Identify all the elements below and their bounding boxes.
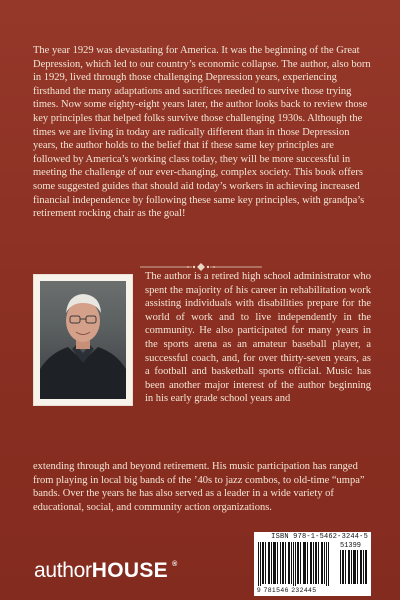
publisher-logo-prefix: author xyxy=(34,559,92,582)
author-bio-continued: extending through and beyond retirement. His music participation has ranged from playing in local big bands of the ’40s to jazz combos, to old-time “umpa” bands. Over the years he has also served as a leader in a wide variety of educational, social, and community action organizations. xyxy=(33,461,365,513)
author-portrait-icon xyxy=(40,281,126,399)
author-photo xyxy=(34,275,132,405)
price-code: 51399 xyxy=(340,542,362,550)
publisher-logo-suffix: HOUSE xyxy=(91,559,168,582)
isbn-number: ISBN 978-1-5462-3244-5 xyxy=(271,533,368,541)
ean-number: 9 781546 232445 xyxy=(257,587,317,594)
author-bio: The author is a retired high school administrator who spent the majority of his career in rehabilitation work assisting individuals with disabilities prepare for the world of work and to live independently in the community. He also participated for many years in the sports arena as an amateur baseball player, a successful coach, and, for over thirty-seven years, as a football and basketball sports official. Music has been another major interest of the author beginning in his early grade school years and xyxy=(145,271,371,405)
publisher-logo xyxy=(34,559,177,583)
back-cover-blurb: The year 1929 was devastating for America. It was the beginning of the Great Depression, which led to our country’s economic collapse. The author, also born in 1929, lived through those challenging Depression years, experiencing firsthand the many adaptations and sacrifices needed to survive those trying times. Now some eighty-eight years later, the author looks back to review those key principles that helped folks survive those challenging 1930s. Although the times we are living in today are radically different than in those Depression years, the author holds to the belief that if these same key principles are followed by America’s working class today, they will be more successful in meeting the challenge of our ever-changing, complex society. This book offers some suggested guides that should aid today’s workers in achieving increased financial independence by following these same key principles, with grandpa’s retirement rocking chair as the goal! xyxy=(33,45,371,220)
registered-mark: ® xyxy=(172,561,177,568)
isbn-barcode xyxy=(254,532,371,596)
